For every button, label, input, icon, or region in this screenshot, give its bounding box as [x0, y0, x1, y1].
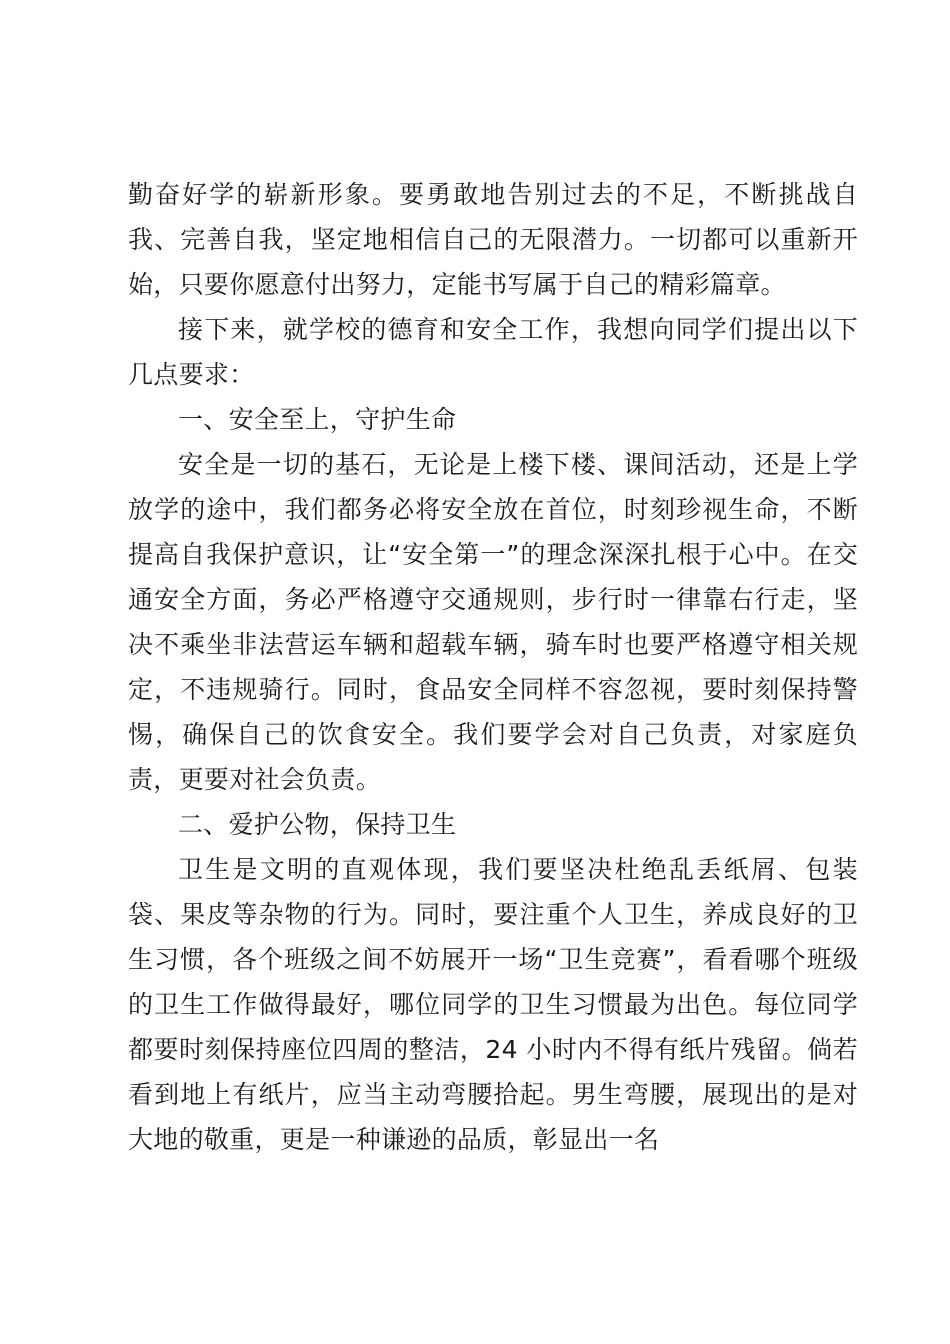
- paragraph-continuation: 勤奋好学的崭新形象。要勇敢地告别过去的不足，不断挑战自我、完善自我，坚定地相信自己的无限潜力。一切都可以重新开始，只要你愿意付出努力，定能书写属于自己的精彩篇章。: [128, 180, 858, 299]
- paragraph-hygiene: 卫生是文明的直观体现，我们要坚决杜绝乱丢纸屑、包装袋、果皮等杂物的行为。同时，要注重个人卫生，养成良好的卫生习惯，各个班级之间不妨展开一场“卫生竞赛”，看看哪个班级的卫生工作做得最好，哪位同学的卫生习惯最为出色。每位同学都要时刻保持座位四周的整洁，24 小时内不得有纸片残留。倘若看到地上有纸片，应当主动弯腰拾起。男生弯腰，展现出的是对大地的敬重，更是一种谦逊的品质，彰显出一名: [128, 855, 858, 1154]
- document-body: [128, 172, 858, 1162]
- section-heading-hygiene: 二、爱护公物，保持卫生: [178, 810, 457, 839]
- paragraph-intro: 接下来，就学校的德育和安全工作，我想向同学们提出以下几点要求：: [128, 315, 858, 389]
- paragraph-safety: 安全是一切的基石，无论是上楼下楼、课间活动，还是上学放学的途中，我们都务必将安全放在首位，时刻珍视生命，不断提高自我保护意识，让“安全第一”的理念深深扎根于心中。在交通安全方面，务必严格遵守交通规则，步行时一律靠右行走，坚决不乘坐非法营运车辆和超载车辆，骑车时也要严格遵守相关规定，不违规骑行。同时，食品安全同样不容忽视，要时刻保持警惕，确保自己的饮食安全。我们要学会对自己负责，对家庭负责，更要对社会负责。: [128, 450, 858, 794]
- section-heading-safety: 一、安全至上，守护生命: [178, 405, 457, 434]
